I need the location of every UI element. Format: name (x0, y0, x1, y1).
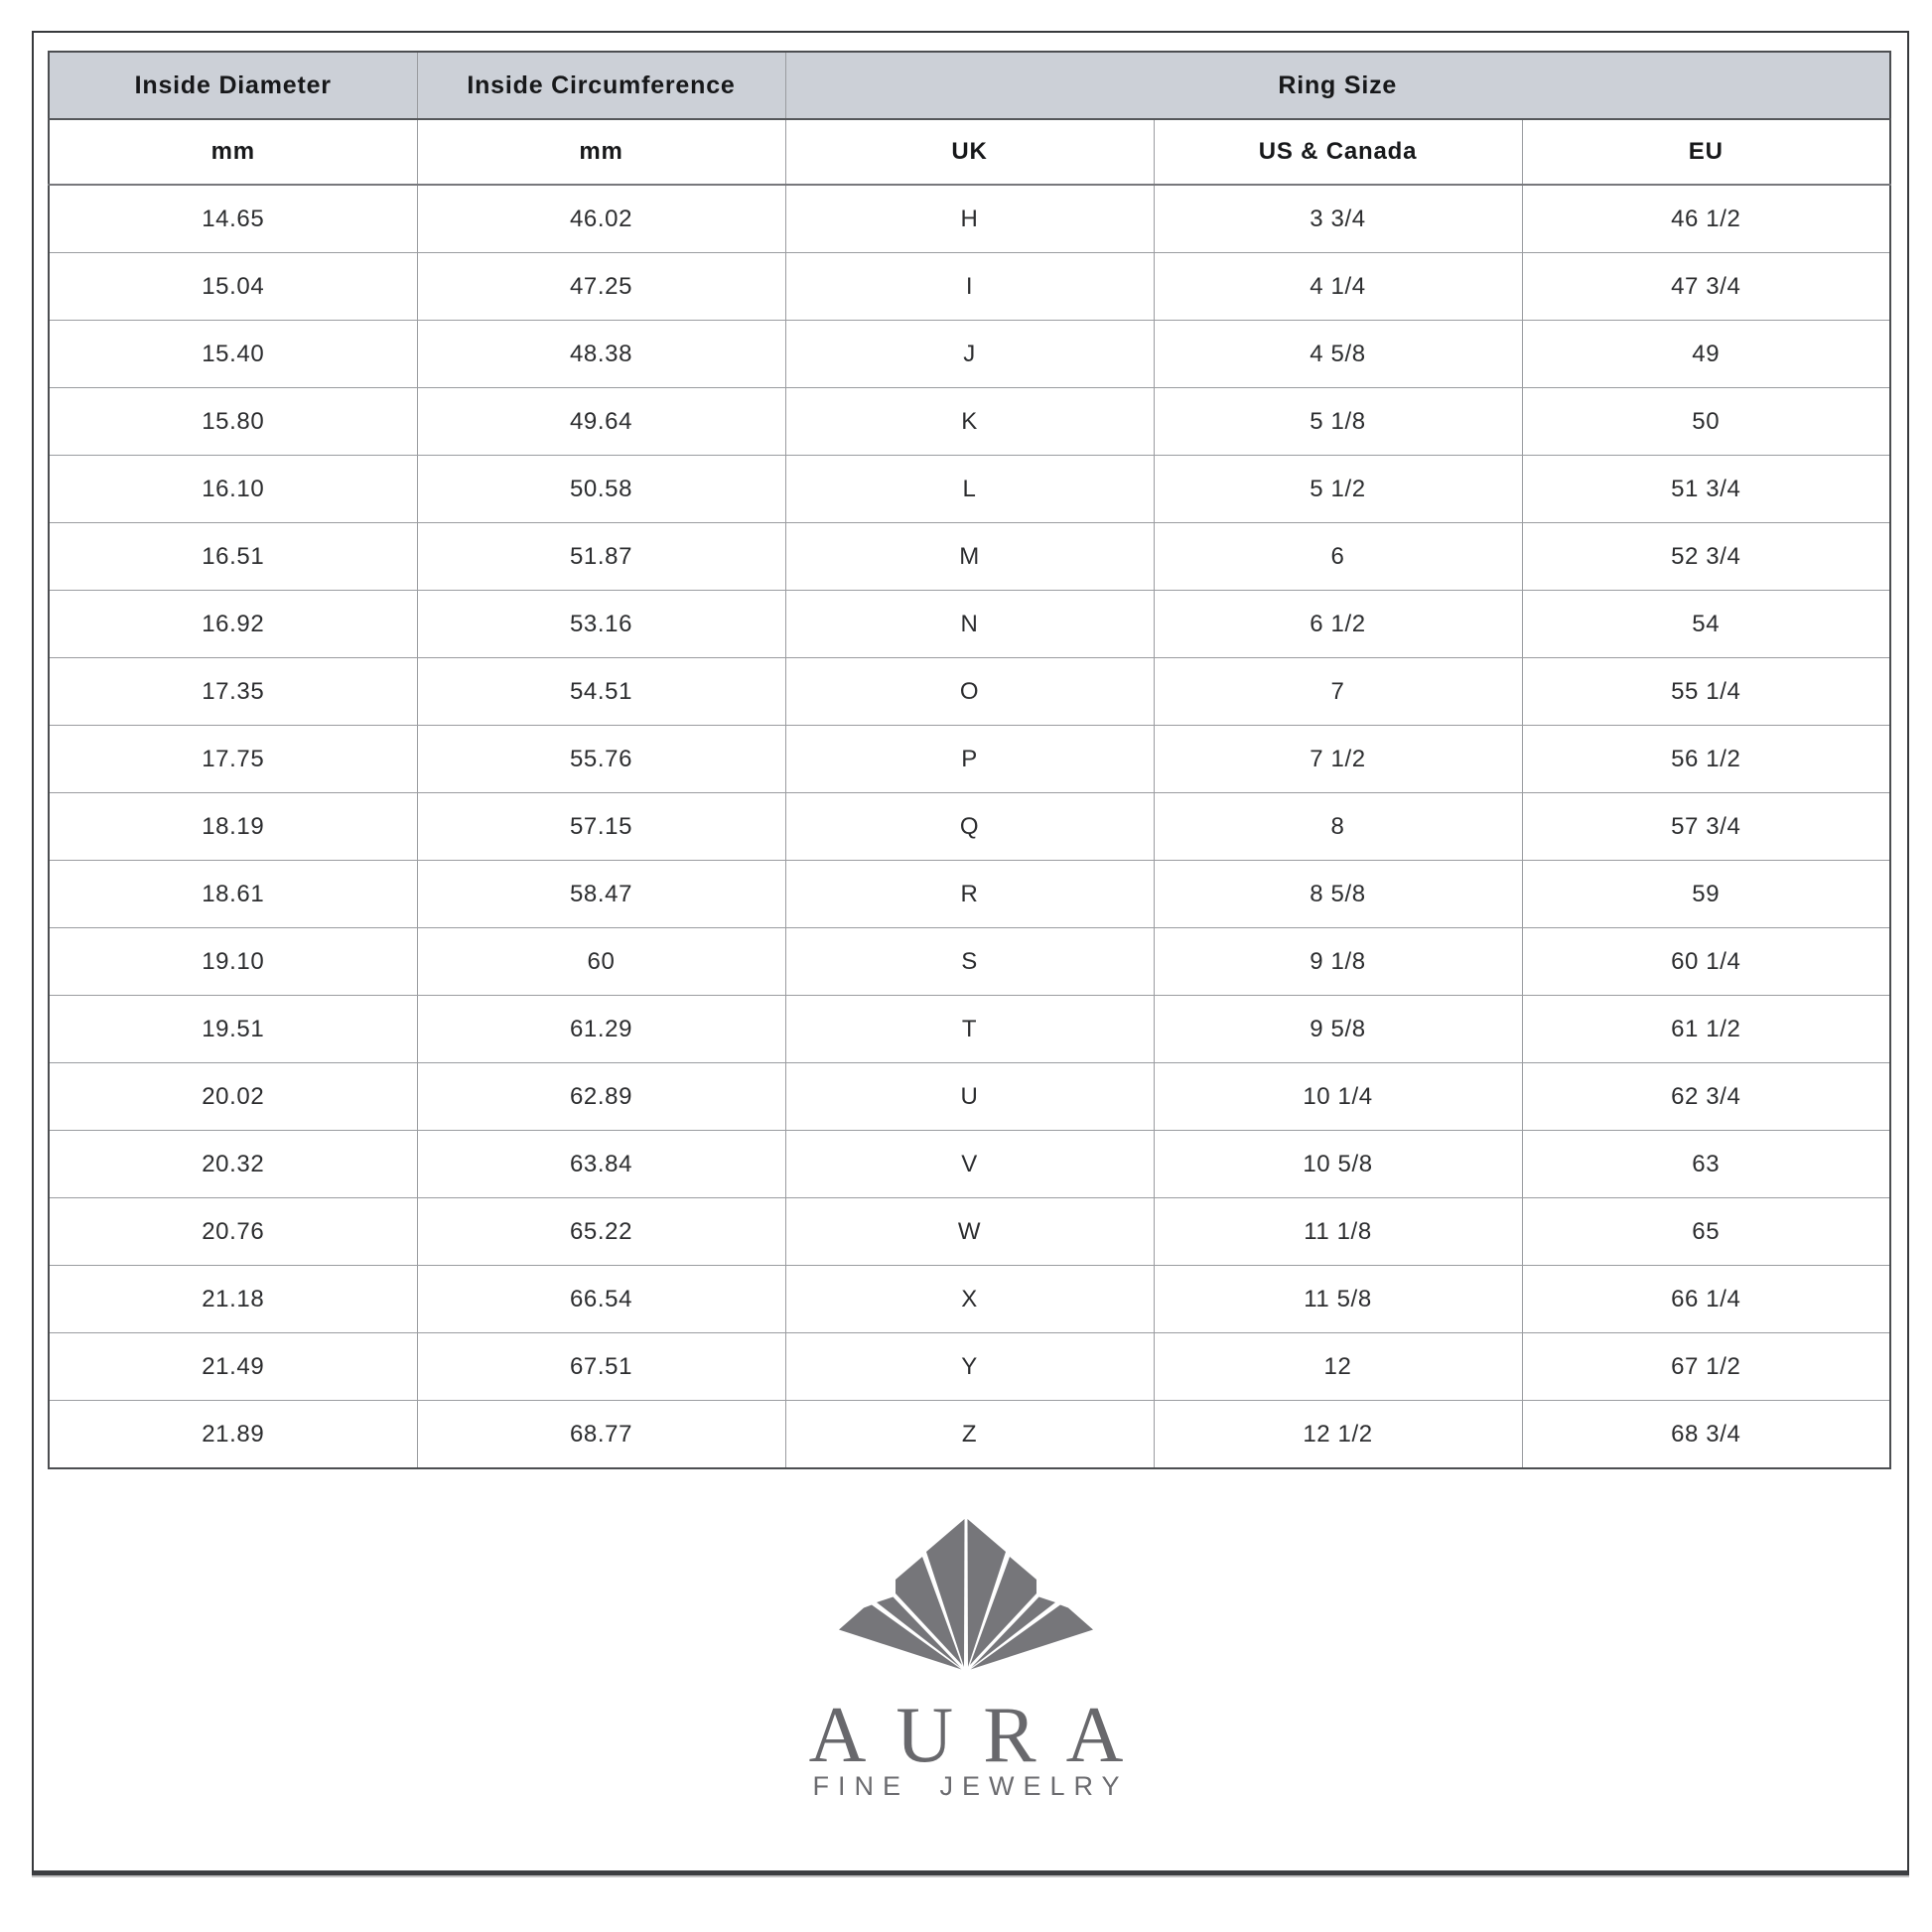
cell-uk-size: Z (785, 1401, 1154, 1469)
cell-circumference-mm: 58.47 (417, 861, 785, 928)
cell-us-canada-size: 6 (1154, 523, 1522, 591)
cell-diameter-mm: 18.19 (49, 793, 417, 861)
cell-eu-size: 51 3/4 (1522, 456, 1890, 523)
cell-circumference-mm: 49.64 (417, 388, 785, 456)
cell-uk-size: T (785, 996, 1154, 1063)
cell-us-canada-size: 11 1/8 (1154, 1198, 1522, 1266)
cell-diameter-mm: 16.10 (49, 456, 417, 523)
table-row (49, 388, 1890, 456)
cell-diameter-mm: 16.51 (49, 523, 417, 591)
cell-uk-size: J (785, 321, 1154, 388)
cell-us-canada-size: 4 1/4 (1154, 253, 1522, 321)
cell-us-canada-size: 9 1/8 (1154, 928, 1522, 996)
cell-us-canada-size: 4 5/8 (1154, 321, 1522, 388)
cell-uk-size: X (785, 1266, 1154, 1333)
table-row (49, 1333, 1890, 1401)
cell-us-canada-size: 12 (1154, 1333, 1522, 1401)
table-row (49, 1063, 1890, 1131)
table-row (49, 658, 1890, 726)
cell-diameter-mm: 17.75 (49, 726, 417, 793)
cell-diameter-mm: 21.89 (49, 1401, 417, 1469)
cell-us-canada-size: 6 1/2 (1154, 591, 1522, 658)
cell-uk-size: K (785, 388, 1154, 456)
cell-circumference-mm: 53.16 (417, 591, 785, 658)
cell-circumference-mm: 47.25 (417, 253, 785, 321)
cell-diameter-mm: 20.02 (49, 1063, 417, 1131)
cell-eu-size: 67 1/2 (1522, 1333, 1890, 1401)
cell-eu-size: 57 3/4 (1522, 793, 1890, 861)
table-row (49, 726, 1890, 793)
cell-circumference-mm: 57.15 (417, 793, 785, 861)
table-row (49, 1198, 1890, 1266)
aura-fan-logo-icon (838, 1516, 1094, 1671)
cell-circumference-mm: 48.38 (417, 321, 785, 388)
cell-uk-size: S (785, 928, 1154, 996)
cell-eu-size: 52 3/4 (1522, 523, 1890, 591)
cell-diameter-mm: 20.32 (49, 1131, 417, 1198)
cell-us-canada-size: 7 1/2 (1154, 726, 1522, 793)
cell-us-canada-size: 8 (1154, 793, 1522, 861)
cell-us-canada-size: 10 5/8 (1154, 1131, 1522, 1198)
cell-us-canada-size: 11 5/8 (1154, 1266, 1522, 1333)
cell-diameter-mm: 19.51 (49, 996, 417, 1063)
cell-diameter-mm: 18.61 (49, 861, 417, 928)
cell-eu-size: 68 3/4 (1522, 1401, 1890, 1469)
cell-us-canada-size: 5 1/2 (1154, 456, 1522, 523)
header-uk: UK (785, 119, 1154, 185)
cell-us-canada-size: 10 1/4 (1154, 1063, 1522, 1131)
cell-circumference-mm: 50.58 (417, 456, 785, 523)
cell-us-canada-size: 9 5/8 (1154, 996, 1522, 1063)
cell-eu-size: 60 1/4 (1522, 928, 1890, 996)
header-eu: EU (1522, 119, 1890, 185)
cell-circumference-mm: 54.51 (417, 658, 785, 726)
cell-circumference-mm: 60 (417, 928, 785, 996)
cell-us-canada-size: 3 3/4 (1154, 185, 1522, 253)
table-row (49, 928, 1890, 996)
cell-eu-size: 50 (1522, 388, 1890, 456)
cell-uk-size: O (785, 658, 1154, 726)
cell-uk-size: N (785, 591, 1154, 658)
header-inside-diameter: Inside Diameter (49, 52, 417, 119)
table-row (49, 1401, 1890, 1469)
cell-uk-size: L (785, 456, 1154, 523)
table-row (49, 591, 1890, 658)
cell-eu-size: 66 1/4 (1522, 1266, 1890, 1333)
table-header (49, 52, 1890, 185)
cell-diameter-mm: 19.10 (49, 928, 417, 996)
cell-circumference-mm: 55.76 (417, 726, 785, 793)
header-circumference-unit: mm (417, 119, 785, 185)
table-row (49, 1131, 1890, 1198)
cell-uk-size: H (785, 185, 1154, 253)
cell-us-canada-size: 5 1/8 (1154, 388, 1522, 456)
cell-uk-size: I (785, 253, 1154, 321)
cell-uk-size: V (785, 1131, 1154, 1198)
header-inside-circumference: Inside Circumference (417, 52, 785, 119)
cell-diameter-mm: 15.04 (49, 253, 417, 321)
header-group-row (49, 52, 1890, 119)
cell-eu-size: 49 (1522, 321, 1890, 388)
cell-eu-size: 46 1/2 (1522, 185, 1890, 253)
table-row (49, 185, 1890, 253)
table-row (49, 996, 1890, 1063)
cell-circumference-mm: 46.02 (417, 185, 785, 253)
cell-diameter-mm: 21.18 (49, 1266, 417, 1333)
cell-circumference-mm: 65.22 (417, 1198, 785, 1266)
cell-diameter-mm: 20.76 (49, 1198, 417, 1266)
table-row (49, 793, 1890, 861)
cell-eu-size: 59 (1522, 861, 1890, 928)
cell-uk-size: R (785, 861, 1154, 928)
cell-circumference-mm: 51.87 (417, 523, 785, 591)
cell-uk-size: Q (785, 793, 1154, 861)
brand-tagline: FINE JEWELRY (812, 1771, 1129, 1801)
cell-circumference-mm: 68.77 (417, 1401, 785, 1469)
header-us-canada: US & Canada (1154, 119, 1522, 185)
cell-diameter-mm: 17.35 (49, 658, 417, 726)
table-row (49, 1266, 1890, 1333)
cell-diameter-mm: 15.80 (49, 388, 417, 456)
cell-diameter-mm: 14.65 (49, 185, 417, 253)
header-unit-row (49, 119, 1890, 185)
brand-name: AURA (808, 1692, 1154, 1779)
table-body (49, 185, 1890, 1468)
cell-circumference-mm: 62.89 (417, 1063, 785, 1131)
header-diameter-unit: mm (49, 119, 417, 185)
cell-eu-size: 56 1/2 (1522, 726, 1890, 793)
table-row (49, 523, 1890, 591)
cell-eu-size: 55 1/4 (1522, 658, 1890, 726)
cell-uk-size: P (785, 726, 1154, 793)
table-row (49, 456, 1890, 523)
cell-diameter-mm: 21.49 (49, 1333, 417, 1401)
cell-uk-size: W (785, 1198, 1154, 1266)
cell-circumference-mm: 61.29 (417, 996, 785, 1063)
cell-eu-size: 63 (1522, 1131, 1890, 1198)
cell-eu-size: 61 1/2 (1522, 996, 1890, 1063)
cell-us-canada-size: 7 (1154, 658, 1522, 726)
cell-uk-size: M (785, 523, 1154, 591)
cell-diameter-mm: 15.40 (49, 321, 417, 388)
cell-uk-size: Y (785, 1333, 1154, 1401)
table-row (49, 253, 1890, 321)
cell-uk-size: U (785, 1063, 1154, 1131)
cell-eu-size: 62 3/4 (1522, 1063, 1890, 1131)
cell-circumference-mm: 63.84 (417, 1131, 785, 1198)
header-ring-size: Ring Size (785, 52, 1890, 119)
cell-eu-size: 65 (1522, 1198, 1890, 1266)
cell-circumference-mm: 66.54 (417, 1266, 785, 1333)
cell-diameter-mm: 16.92 (49, 591, 417, 658)
cell-us-canada-size: 12 1/2 (1154, 1401, 1522, 1469)
cell-eu-size: 47 3/4 (1522, 253, 1890, 321)
cell-eu-size: 54 (1522, 591, 1890, 658)
table-row (49, 321, 1890, 388)
table-row (49, 861, 1890, 928)
ring-size-table (48, 51, 1891, 1469)
cell-us-canada-size: 8 5/8 (1154, 861, 1522, 928)
cell-circumference-mm: 67.51 (417, 1333, 785, 1401)
